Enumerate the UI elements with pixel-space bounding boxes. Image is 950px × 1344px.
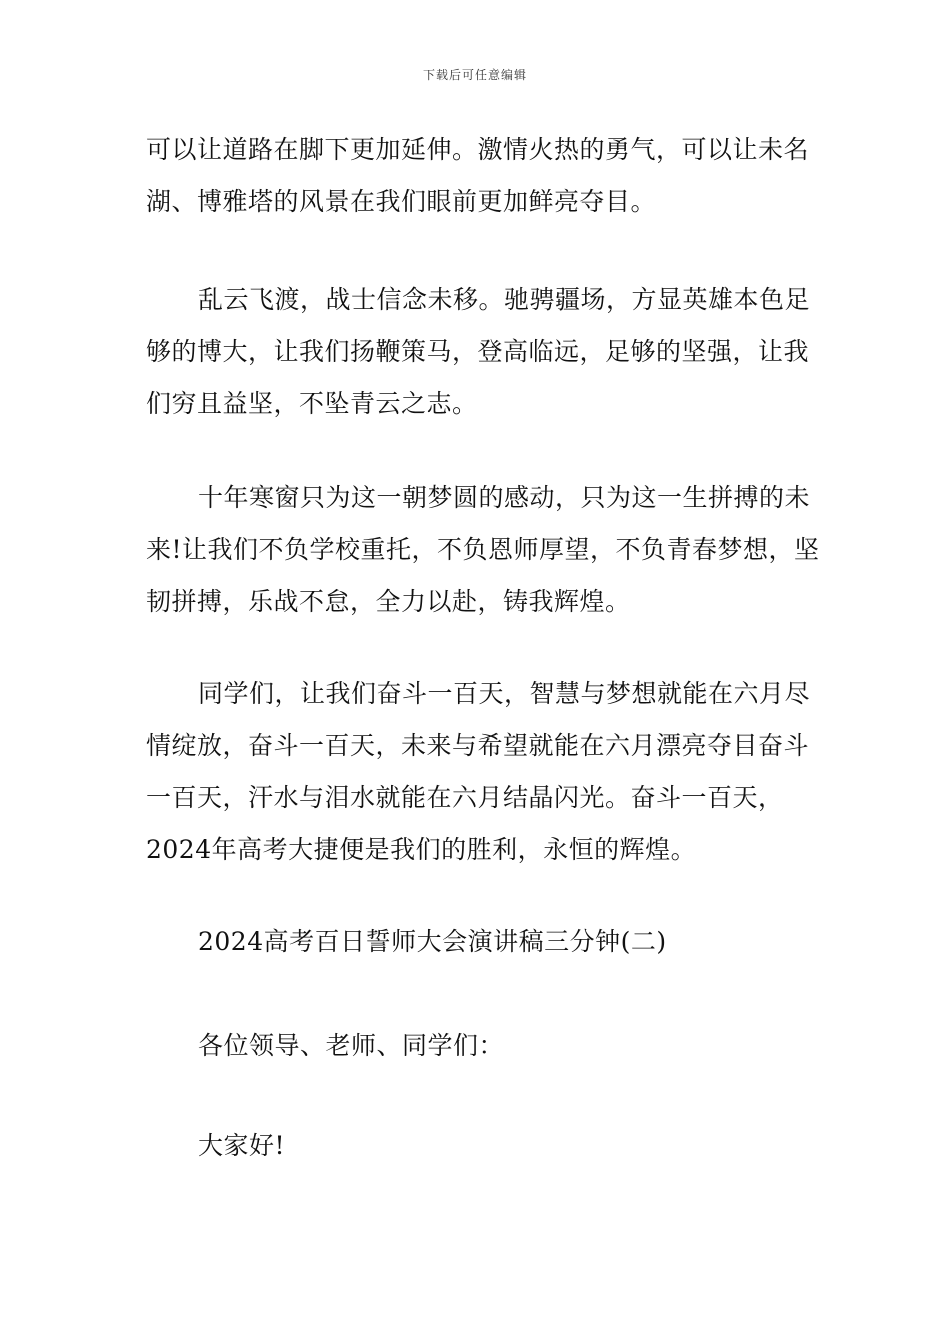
salutation-text: 各位领导、老师、同学们： (198, 1031, 505, 1060)
page-header: 下载后可任意编辑 (422, 68, 527, 82)
salutation (146, 1020, 826, 1072)
paragraph-text: 乱云飞渡，战士信念未移。驰骋疆场，方显英雄本色足够的博大，让我们扬鞭策马，登高临远，足够的坚强，让我们穷且益坚，不坠青云之志。 (146, 285, 811, 418)
section-title-text: 2024高考百日誓师大会演讲稿三分钟(二) (198, 927, 667, 956)
paragraph-4 (146, 668, 826, 876)
paragraph-text: 可以让道路在脚下更加延伸。激情火热的勇气，可以让未名湖、博雅塔的风景在我们眼前更加鲜亮夺目。 (146, 135, 810, 216)
paragraph-3 (146, 472, 826, 628)
paragraph-text: 同学们，让我们奋斗一百天，智慧与梦想就能在六月尽情绽放，奋斗一百天，未来与希望就能在六月漂亮夺目奋斗一百天，汗水与泪水就能在六月结晶闪光。奋斗一百天，2024年高考大捷便是我们的胜利，永恒的辉煌。 (146, 679, 811, 864)
paragraph-1 (146, 124, 826, 228)
section-title (146, 916, 826, 968)
greeting (146, 1120, 826, 1172)
paragraph-2 (146, 274, 826, 430)
greeting-text: 大家好! (198, 1131, 286, 1160)
paragraph-text: 十年寒窗只为这一朝梦圆的感动，只为这一生拼搏的未来!让我们不负学校重托，不负恩师厚望，不负青春梦想，坚韧拼搏，乐战不怠，全力以赴，铸我辉煌。 (146, 483, 820, 616)
